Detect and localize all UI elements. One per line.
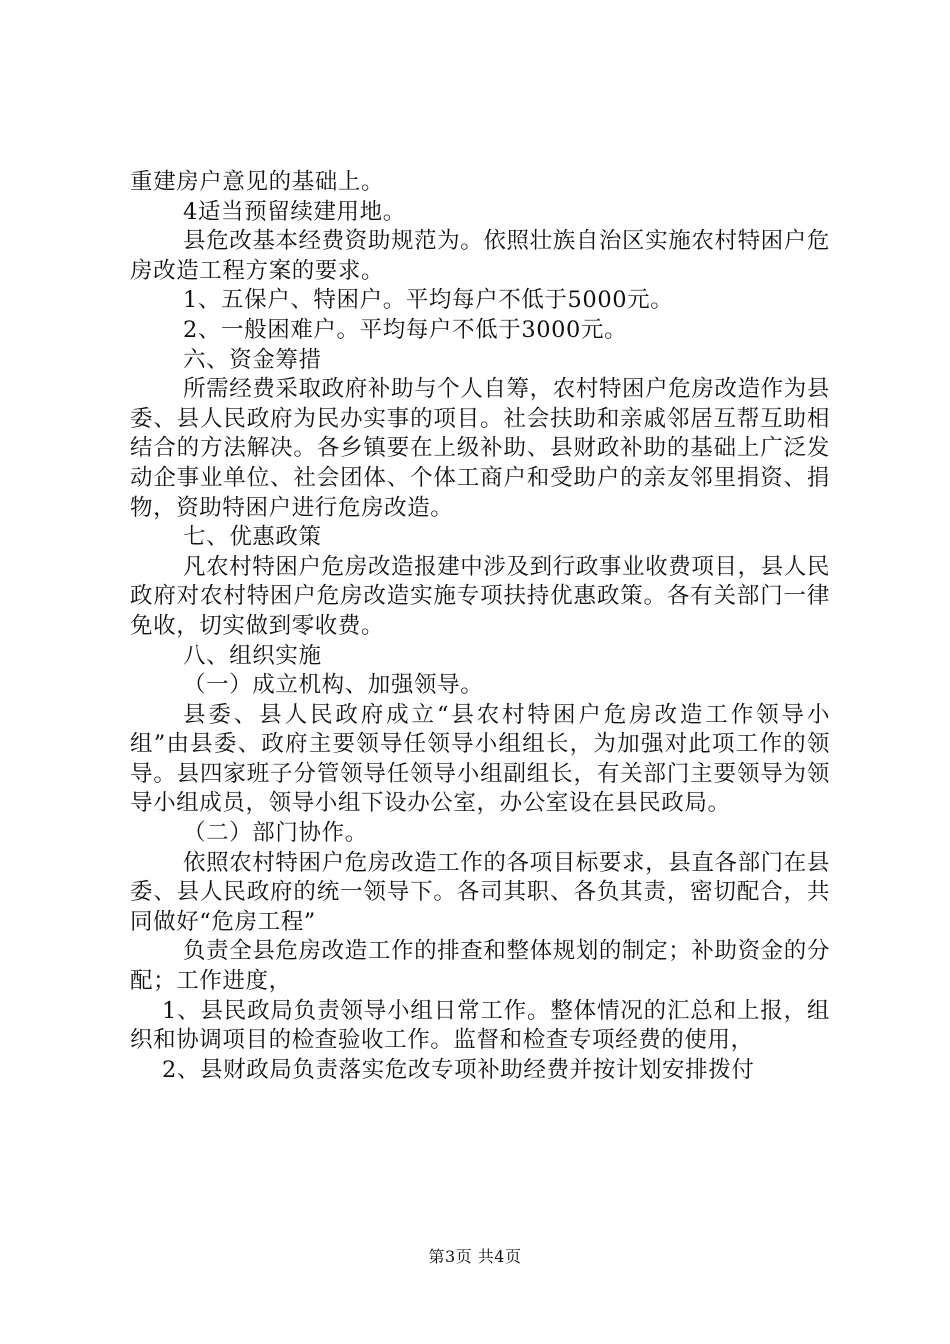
subsection-heading: （一）成立机构、加强领导。	[183, 672, 484, 699]
paragraph: 所需经费采取政府补助与个人自筹，农村特困户危房改造作为县委、县人民政府为民办实事的项目。社会扶助和亲戚邻居互帮互助相结合的方法解决。各乡镇要在上级补助、县财政补助的基础上广泛发动企事业单位、社会团体、个体工商户和受助户的亲友邻里捐资、捐物，资助特困户进行危房改造。	[130, 376, 830, 521]
paragraph: 1、五保户、特困户。平均每户不低于5000元。	[183, 287, 674, 314]
document-body	[130, 168, 830, 1085]
paragraph: 县危改基本经费资助规范为。依照壮族自治区实施农村特困户危房改造工程方案的要求。	[130, 228, 830, 284]
paragraph: 重建房户意见的基础上。	[130, 169, 385, 195]
paragraph: 负责全县危房改造工作的排查和整体规划的制定；补助资金的分配；工作进度，	[130, 938, 830, 995]
paragraph: 4适当预留续建用地。	[183, 198, 406, 225]
paragraph: 依照农村特困户危房改造工作的各项目标要求，县直各部门在县委、县人民政府的统一领导下。各司其职、各负其责，密切配合，共同做好“危房工程”	[130, 849, 830, 935]
paragraph: 凡农村特困户危房改造报建中涉及到行政事业收费项目，县人民政府对农村特困户危房改造实施专项扶持优惠政策。各有关部门一律免收，切实做到零收费。	[130, 553, 830, 639]
section-heading: 七、优惠政策	[183, 524, 322, 551]
paragraph: 1、县民政局负责领导小组日常工作。整体情况的汇总和上报，组织和协调项目的检查验收工作。监督和检查专项经费的使用，	[130, 997, 830, 1054]
paragraph: 县委、县人民政府成立“县农村特困户危房改造工作领导小组”由县委、政府主要领导任领导小组组长，为加强对此项工作的领导。县四家班子分管领导任领导小组副组长，有关部门主要领导为领导小组成员，领导小组下设办公室，办公室设在县民政局。	[130, 701, 830, 817]
paragraph: 2、县财政局负责落实危改专项补助经费并按计划安排拨付	[162, 1056, 755, 1083]
page-number-footer: 第3页 共4页	[428, 1247, 522, 1266]
subsection-heading: （二）部门协作。	[183, 820, 368, 847]
section-heading: 八、组织实施	[183, 642, 322, 669]
section-heading: 六、资金筹措	[183, 346, 322, 373]
paragraph: 2、一般困难户。平均每户不低于3000元。	[183, 316, 628, 343]
